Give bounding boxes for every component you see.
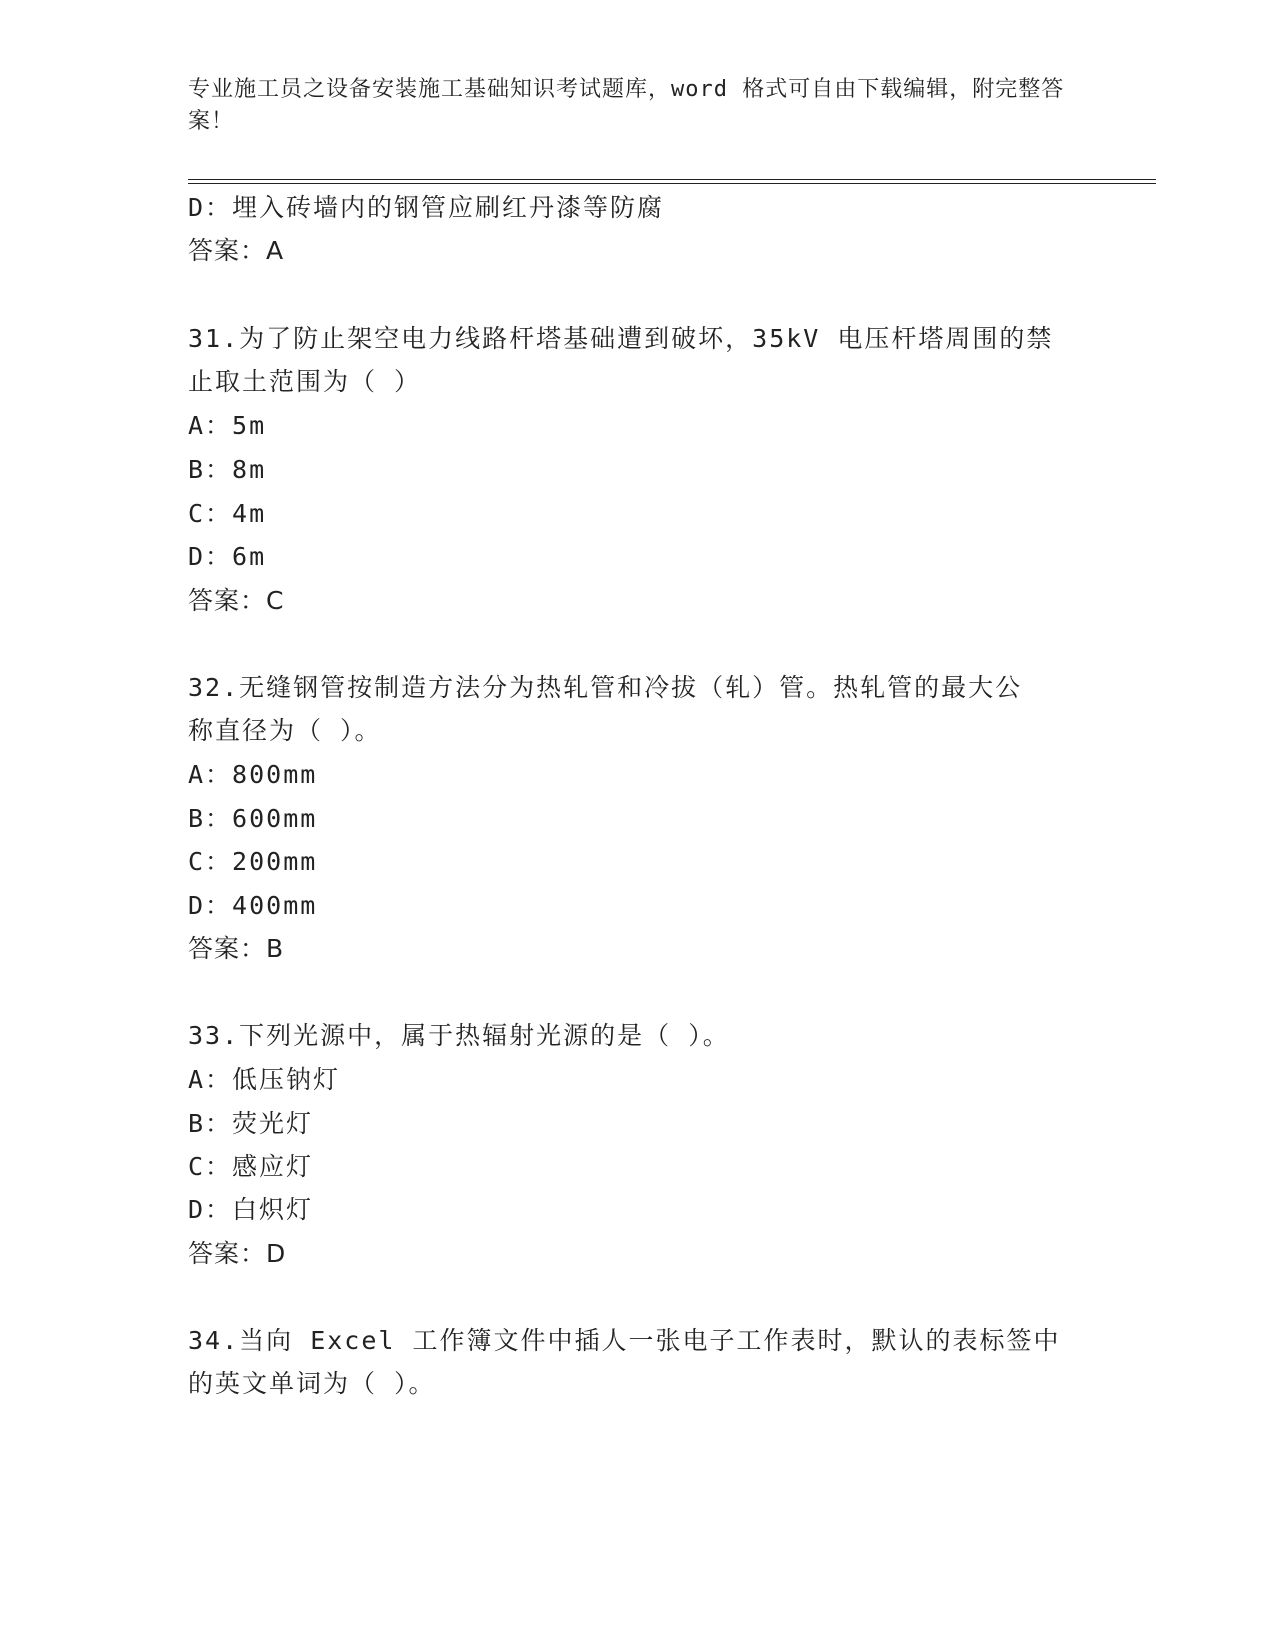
question-33-answer: 答案：D	[188, 1239, 287, 1268]
question-31-answer: 答案：C	[188, 586, 285, 615]
question-32-option-b: B：600mm	[188, 804, 318, 833]
question-32-option-c: C：200mm	[188, 847, 318, 876]
question-31-text-line-2: 止取土范围为（ ）	[188, 367, 422, 396]
question-31-option-b: B：8m	[188, 455, 267, 484]
question-31-text-line-1: 31.为了防止架空电力线路杆塔基础遭到破坏，35kV 电压杆塔周围的禁	[188, 324, 1054, 353]
question-32-answer: 答案：B	[188, 934, 285, 963]
question-31-option-d: D：6m	[188, 542, 267, 571]
question-32-text-line-1: 32.无缝钢管按制造方法分为热轧管和冷拔（轧）管。热轧管的最大公	[188, 673, 1023, 702]
question-32-option-a: A：800mm	[188, 760, 318, 789]
header-divider-bottom	[188, 183, 1156, 184]
question-34-text-line-2: 的英文单词为（ ）。	[188, 1369, 436, 1398]
question-33-option-d: D：白炽灯	[188, 1195, 314, 1224]
prev-question-answer: 答案：A	[188, 236, 285, 265]
document-header: 专业施工员之设备安装施工基础知识考试题库，word 格式可自由下载编辑，附完整答案！	[188, 77, 1065, 134]
prev-question-option-d: D：埋入砖墙内的钢管应刷红丹漆等防腐	[188, 193, 665, 222]
header-divider-top	[188, 179, 1156, 180]
question-34-text-line-1: 34.当向 Excel 工作簿文件中插人一张电子工作表时，默认的表标签中	[188, 1326, 1061, 1355]
question-33-option-b: B：荧光灯	[188, 1109, 314, 1138]
question-33-text-line-1: 33.下列光源中，属于热辐射光源的是（ ）。	[188, 1021, 730, 1050]
question-32-text-line-2: 称直径为（ ）。	[188, 716, 382, 745]
question-31-option-a: A：5m	[188, 411, 267, 440]
question-33-option-c: C：感应灯	[188, 1152, 314, 1181]
question-32-option-d: D：400mm	[188, 891, 318, 920]
question-31-option-c: C：4m	[188, 499, 267, 528]
question-33-option-a: A：低压钠灯	[188, 1065, 341, 1094]
